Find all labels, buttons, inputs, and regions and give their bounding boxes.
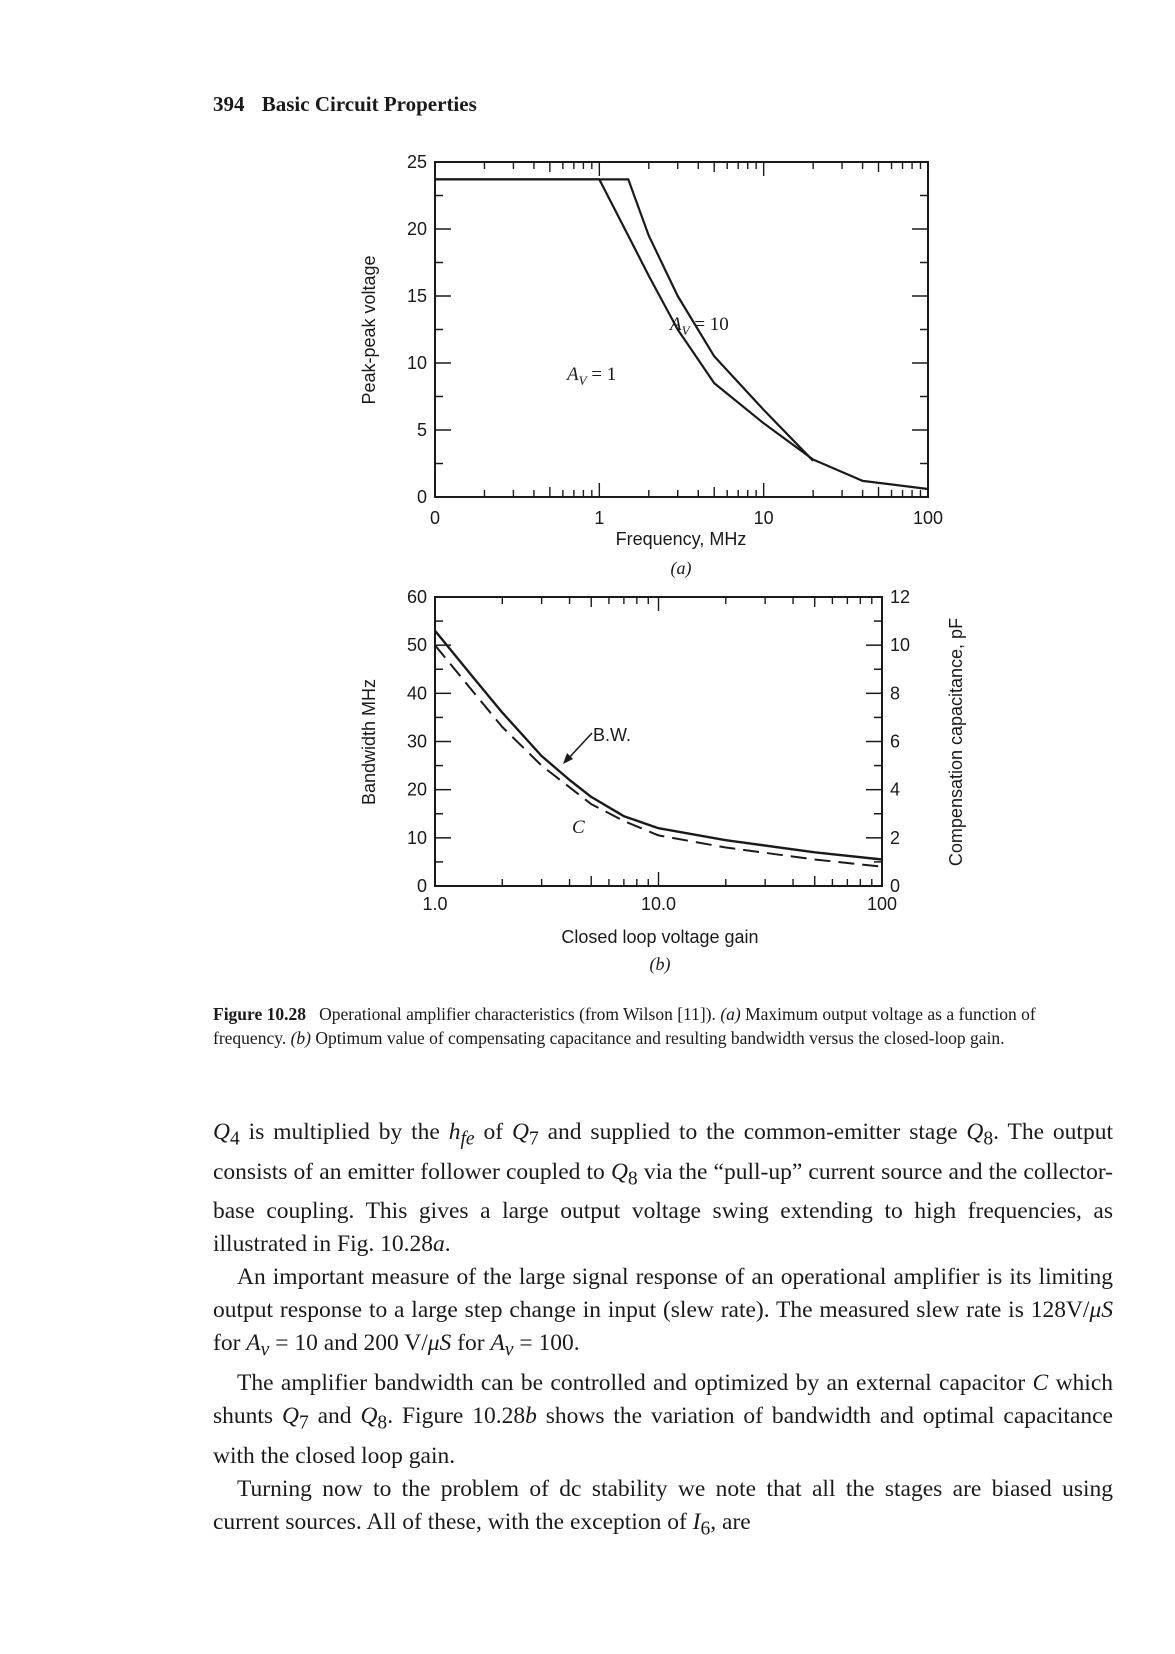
plot-a-y-tick-label: 5: [416, 420, 427, 440]
caption-text: Operational amplifier characteristics (from Wilson [11]). (a) Maximum output voltage as a function of frequency. (b) Optimum value of compensating capacitance and resulting bandwidth versus the closed-loop gain.: [213, 1004, 1036, 1048]
plot-b-y-tick-label: 30: [406, 731, 427, 752]
plot-b-y2-axis-label: Compensation capacitance, pF: [946, 617, 966, 867]
plot-b-y2-tick-labels: [890, 587, 910, 896]
bw-arrow: [567, 733, 592, 760]
plot-a-x-tick-label: 100: [912, 508, 944, 528]
plot-b-y2-tick-label: 10: [890, 635, 911, 656]
plot-b-x-tick-label: 100: [866, 894, 898, 914]
plot-b-y2-tick-label: 12: [890, 587, 911, 607]
plot-a-y-tick-label: 10: [406, 353, 427, 373]
plot-a-y-axis-label: Peak-peak voltage: [359, 255, 379, 405]
series-bandwidth: [435, 631, 882, 860]
plot-b-y2-tick-label: 4: [890, 779, 901, 800]
label-av-1: $A_V = 1$: [567, 364, 617, 388]
annotation-c: C: [572, 817, 585, 838]
plot-a-y-tick-label: 20: [406, 219, 427, 239]
plot-a-x-axis-label: Frequency, MHz: [615, 529, 747, 549]
label-av-10: $A_V = 10$: [670, 314, 729, 338]
plot-a-sublabel: (a): [670, 558, 692, 578]
plot-a-x-tick-label: 1: [594, 508, 605, 528]
running-title: Basic Circuit Properties: [261, 92, 477, 116]
plot-a-y-tick-label: 25: [406, 152, 427, 172]
plot-a-y-tick-label: 15: [406, 286, 427, 306]
paragraph-1: $Q_4$ is multiplied by the $h_{fe}$ of $Q_7$ and supplied to the common-emitter stage $Q_8$. The output consists of an emitter follower coupled to $Q_8$ via the “pull-up” current source and the collector-base coupling. This gives a large output voltage swing extending to high frequencies, as illustrated in Fig. 10.28a.: [213, 1119, 1113, 1258]
plot-b-x-axis-label: Closed loop voltage gain: [561, 927, 759, 947]
plot-b-ticks: [435, 597, 882, 886]
page-number: 394: [213, 92, 245, 116]
plot-b-y-tick-label: 40: [406, 683, 427, 704]
paragraph-2: An important measure of the large signal response of an operational amplifier is its limiting output response to a large step change in input (slew rate). The measured slew rate is 128V/μS for $A_v = 10$ and 200 V/μS for $A_v = 100$.: [213, 1264, 1113, 1362]
plot-b-y-tick-label: 60: [406, 587, 427, 607]
figure-caption: [213, 1002, 1113, 1050]
plot-b-y2-tick-label: 8: [890, 683, 901, 704]
plot-b-x-tick-label: 1.0: [422, 894, 448, 914]
plot-b-y2-tick-label: 0: [890, 876, 901, 896]
caption-label: Figure 10.28: [213, 1004, 307, 1024]
plot-a-y-tick-label: 0: [416, 487, 427, 507]
plot-a-x-tick-labels: [430, 508, 943, 528]
plot-b-y-tick-label: 10: [406, 827, 427, 848]
series-capacitance: [435, 645, 882, 867]
plot-b-y2-tick-label: 2: [890, 827, 901, 848]
plot-a-x-tick-label: 0: [429, 508, 441, 528]
plot-b-y-tick-label: 20: [406, 779, 427, 800]
plot-b-y-tick-label: 0: [416, 876, 427, 896]
plot-b-y2-tick-label: 6: [890, 731, 901, 752]
plot-a-x-tick-label: 10: [753, 508, 774, 528]
annotation-bw: B.W.: [593, 725, 632, 745]
plot-b-y-tick-label: 50: [406, 635, 427, 656]
plot-b-sublabel: (b): [649, 954, 671, 974]
plot-b-y-tick-labels: [407, 587, 427, 896]
body-text: [213, 1116, 1113, 1545]
paragraph-3: The amplifier bandwidth can be controlled and optimized by an external capacitor C which shunts $Q_7$ and $Q_8$. Figure 10.28b shows the variation of bandwidth and optimal capacitance with the closed loop gain.: [213, 1370, 1114, 1469]
paragraph-4: Turning now to the problem of dc stability we note that all the stages are biased using current sources. All of these, with the exception of $I_6$, are: [213, 1475, 1113, 1540]
plot-b-x-tick-labels: [422, 894, 897, 914]
plot-b-x-tick-label: 10.0: [640, 894, 677, 914]
plot-b-y-axis-label: Bandwidth MHz: [359, 678, 379, 806]
plot-b-series: [435, 631, 882, 867]
plot-a-y-tick-labels: [407, 152, 427, 507]
plot-b-frame: [435, 597, 882, 886]
